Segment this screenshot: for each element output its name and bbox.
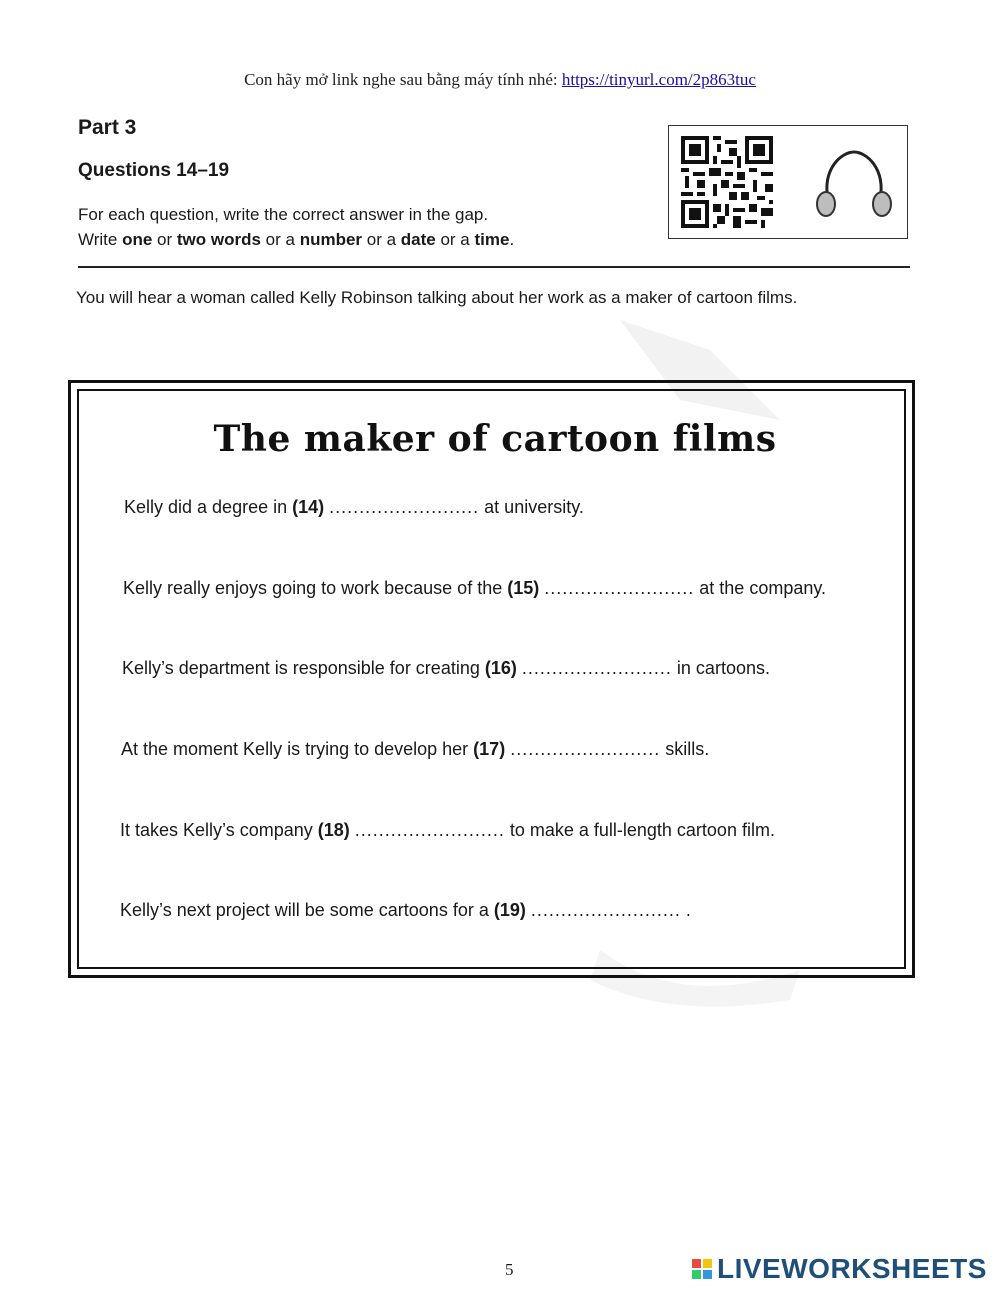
question-14: Kelly did a degree in (14) ......................... at university.: [124, 497, 584, 517]
logo-square-1: [692, 1259, 701, 1268]
page-number: 5: [505, 1260, 514, 1279]
brand-logo-icon: [692, 1259, 712, 1279]
audio-media-box: [668, 125, 908, 239]
answer-gap-19[interactable]: .........................: [530, 900, 681, 920]
question-15: Kelly really enjoys going to work because of the (15) ......................... at the company.: [123, 578, 827, 598]
answer-gap-16[interactable]: .........................: [521, 658, 672, 678]
logo-square-2: [703, 1259, 712, 1268]
question-19: Kelly’s next project will be some cartoons for a (19) ......................... .: [120, 900, 691, 920]
questions-range: Questions 14–19: [78, 160, 230, 181]
instructions: [78, 202, 514, 252]
question-18: It takes Kelly’s company (18) ......................... to make a full-length cartoon film.: [120, 820, 775, 840]
worksheet-inner-border: [77, 389, 906, 969]
answer-gap-18[interactable]: .........................: [354, 820, 505, 840]
question-16: Kelly’s department is responsible for creating (16) ......................... in cartoons.: [122, 658, 770, 678]
instruction-line-2: Write one or two words or a number or a date or a time.: [78, 230, 515, 249]
worksheet-frame: [68, 380, 915, 978]
logo-square-3: [692, 1270, 701, 1279]
answer-gap-14[interactable]: .........................: [329, 497, 480, 517]
task-intro: You will hear a woman called Kelly Robinson talking about her work as a maker of cartoon films.: [76, 288, 798, 307]
instruction-line-1: For each question, write the correct answer in the gap.: [78, 205, 489, 224]
worksheet-title: The maker of cartoon films: [213, 418, 777, 460]
qr-code-icon[interactable]: [681, 136, 773, 228]
note-text: Con hãy mở link nghe sau bằng máy tính nhé:: [244, 70, 562, 89]
listening-link-note: [0, 70, 1000, 90]
headphones-icon[interactable]: [814, 148, 894, 220]
logo-square-4: [703, 1270, 712, 1279]
answer-gap-15[interactable]: .........................: [544, 578, 695, 598]
brand-name: LIVEWORKSHEETS: [717, 1253, 987, 1284]
liveworksheets-brand[interactable]: [692, 1252, 987, 1286]
section-divider: [78, 266, 910, 268]
audio-link[interactable]: https://tinyurl.com/2p863tuc: [561, 70, 756, 89]
part-heading: Part 3: [78, 116, 137, 139]
answer-gap-17[interactable]: .........................: [510, 739, 661, 759]
question-17: At the moment Kelly is trying to develop her (17) ......................... skills.: [121, 739, 710, 759]
